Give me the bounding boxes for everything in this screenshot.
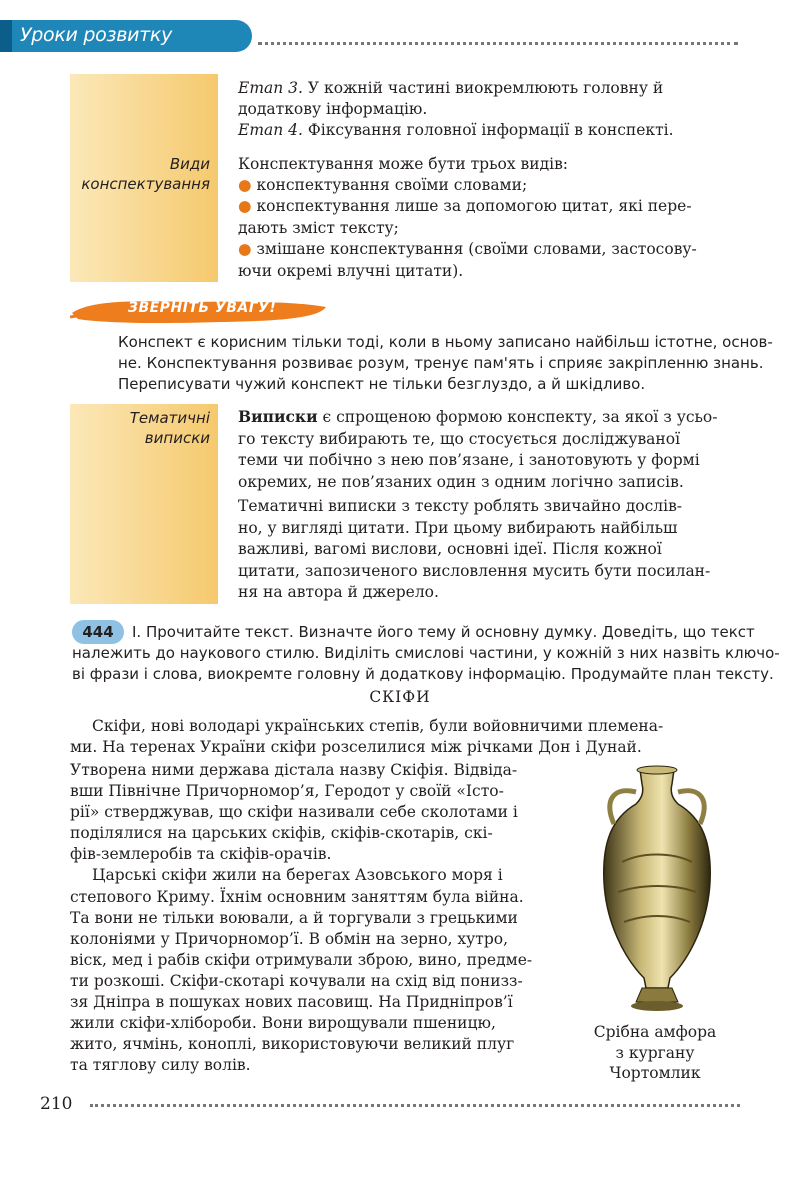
sidebar-box-kinds <box>70 74 218 282</box>
exercise-line-1: І. Прочитайте текст. Визначте його тему й основну думку. Доведіть, що текст <box>132 623 755 641</box>
attention-banner <box>70 297 328 325</box>
text-p1-line-3: Утворена ними держава дістала назву Скіфія. Відвіда- <box>70 761 518 779</box>
exercise-line-2: належить до наукового стилю. Виділіть смислові частини, у кожній з них назвіть ключо- <box>72 644 780 662</box>
page-number: 210 <box>40 1094 73 1114</box>
section-title: Уроки розвитку мовлення <box>20 24 173 68</box>
footer-dotted-rule <box>90 1104 740 1107</box>
text-p2-line-6: ти розкоші. Скіфи-скотарі кочували на схід від понизз- <box>70 972 523 990</box>
sidebar-label-excerpts: Тематичні виписки <box>129 409 210 447</box>
stage3-line1: Етап 3. У кожній частині виокремлюють головну й <box>238 79 664 97</box>
text-p2-line-1: Царські скіфи жили на берегах Азовського моря і <box>92 866 503 884</box>
text-p1-line-6: поділялися на царських скіфів, скіфів-скотарів, скі- <box>70 824 493 842</box>
header-accent-bar <box>0 20 12 52</box>
text-p1-line-2: ми. На теренах України скіфи розселилися між річками Дон і Дунай. <box>70 738 642 756</box>
stage3-line2: додаткову інформацію. <box>238 100 428 118</box>
header-dotted-rule <box>258 42 738 45</box>
exercise-number-badge: 444 <box>72 620 124 644</box>
text-p1-line-1: Скіфи, нові володарі українських степів, були войовничими племена- <box>92 717 664 735</box>
text-p2-line-9: жито, ячмінь, коноплі, використовуючи великий плуг <box>70 1035 515 1053</box>
section-header-tab <box>0 20 252 68</box>
attention-label: ЗВЕРНІТЬ УВАГУ! <box>128 300 277 316</box>
excerpts-p2: Тематичні виписки з тексту роблять звичайно дослів- но, у вигляді цитати. При цьому вибирають найбільш важливі, вагомі вислови, основні ідеї. Після кожної цитати, запозиченого висловлення мусить бути посилан- ня на автора й джерело. <box>238 497 711 601</box>
text-p1-line-4: вши Північне Причорномор’я, Геродот у своїй «Істо- <box>70 782 504 800</box>
text-p2-line-8: жили скіфи-хлібороби. Вони вирощували пшеницю, <box>70 1014 496 1032</box>
text-p2-line-7: зя Дніпра в пошуках нових пасовищ. На Придніпров’ї <box>70 993 513 1011</box>
bullet-icon: ● <box>238 197 252 215</box>
text-p2-line-2: степового Криму. Їхнім основним заняттям була війна. <box>70 888 524 906</box>
kinds-intro: Конспектування може бути трьох видів: <box>238 155 569 173</box>
sidebar-box-excerpts <box>70 404 218 604</box>
exercise-line-3: ві фрази і слова, виокремте головну й додаткову інформацію. Продумайте план тексту. <box>72 665 774 683</box>
attention-line-1: Конспект є корисним тільки тоді, коли в ньому записано найбільш істотне, основ- <box>118 333 773 351</box>
kinds-bullet-2: ● конспектування лише за допомогою цитат, які пере- дають зміст тексту; <box>238 197 692 237</box>
bullet-icon: ● <box>238 176 252 194</box>
attention-line-3: Переписувати чужий конспект не тільки безглуздо, а й шкідливо. <box>118 375 646 393</box>
kinds-bullet-3: ● змішане конспектування (своїми словами, застосову- ючи окремі влучні цитати). <box>238 240 697 280</box>
text-p2-line-5: віск, мед і рабів скіфи отримували зброю, вино, предме- <box>70 951 533 969</box>
text-p1-line-7: фів-землеробів та скіфів-орачів. <box>70 845 332 863</box>
text-p1-line-5: рії» стверджував, що скіфи називали себе сколотами і <box>70 803 518 821</box>
text-title: СКІФИ <box>369 688 431 706</box>
text-p2-line-4: колоніями у Причорномор’ї. В обмін на зерно, хутро, <box>70 930 509 948</box>
stage4-line: Етап 4. Фіксування головної інформації в конспекті. <box>238 121 674 139</box>
attention-line-2: не. Конспектування розвиває розум, тренує пам'ять і сприяє закріпленню знань. <box>118 354 764 372</box>
text-p2-line-3: Та вони не тільки воювали, а й торгували з грецькими <box>70 909 518 927</box>
bullet-icon: ● <box>238 240 252 258</box>
amphora-image <box>582 762 732 1018</box>
text-p2-line-10: та тяглову силу волів. <box>70 1056 251 1074</box>
image-caption: Срібна амфора з кургану Чортомлик <box>593 1023 717 1082</box>
excerpts-p1: Виписки є спрощеною формою конспекту, за якої з усьо- го тексту вибирають те, що стосується досліджуваної теми чи побічно з нею пов’язане, і занотовують у формі окремих, не пов’язаних один з одним логічно записів. <box>238 407 718 491</box>
kinds-bullet-1: ● конспектування своїми словами; <box>238 176 528 194</box>
sidebar-label-kinds: Види конспектування <box>81 155 210 193</box>
